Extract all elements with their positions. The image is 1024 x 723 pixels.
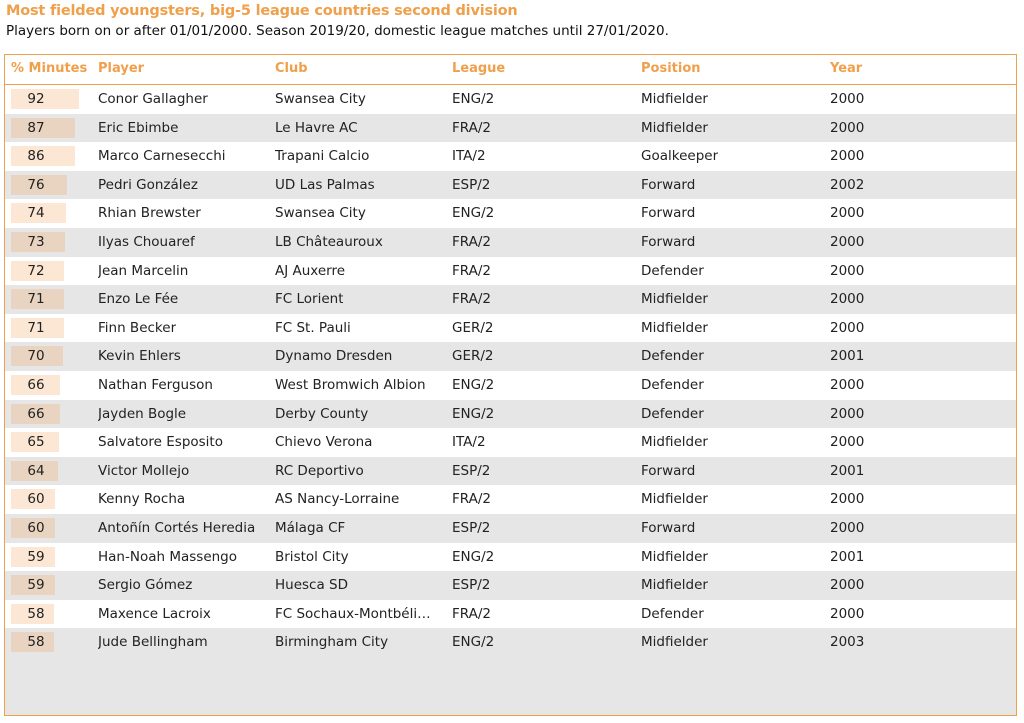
cell-club: Trapani Calcio [275,148,370,165]
cell-year: 2000 [830,205,865,222]
cell-club: FC St. Pauli [275,319,351,336]
cell-position: Midfielder [641,548,708,565]
cell-club: Málaga CF [275,520,346,536]
header-player[interactable]: Player [98,61,145,76]
cell-position: Forward [641,205,696,222]
cell-year: 2000 [830,148,865,165]
cell-player: Sergio Gómez [98,577,193,594]
cell-position: Forward [641,176,696,193]
cell-position: Midfielder [641,634,708,651]
cell-player: Conor Gallagher [98,91,208,107]
header-position[interactable]: Position [641,61,701,76]
cell-player: Finn Becker [98,319,177,336]
cell-club: AS Nancy-Lorraine [275,491,400,508]
cell-position: Defender [641,348,704,365]
cell-year: 2000 [830,291,865,308]
cell-club: FC Lorient [275,291,344,308]
cell-position: Midfielder [641,434,708,451]
cell-league: ESP/2 [452,577,491,594]
cell-year: 2000 [830,577,865,594]
cell-league: ESP/2 [452,462,491,479]
cell-club: UD Las Palmas [275,176,375,193]
cell-player: Eric Ebimbe [98,119,179,136]
table-row[interactable] [5,228,1016,257]
cell-player: Jude Bellingham [98,634,208,651]
table-row[interactable] [5,543,1016,572]
cell-league: FRA/2 [452,119,491,136]
cell-club: FC Sochaux-Montbéli… [275,605,431,622]
table-row[interactable] [5,285,1016,314]
cell-player: Kevin Ehlers [98,348,181,365]
table-row[interactable] [5,457,1016,486]
cell-player: Han-Noah Massengo [98,548,238,565]
cell-year: 2001 [830,348,865,365]
header-minutes[interactable]: % Minutes [11,61,88,76]
cell-player: Victor Mollejo [98,462,190,479]
cell-position: Midfielder [641,291,708,308]
cell-minutes: 74 [27,205,45,222]
cell-position: Midfielder [641,577,708,594]
cell-minutes: 71 [27,291,45,308]
cell-player: Antoñín Cortés Heredia [98,520,256,536]
cell-club: Huesca SD [275,577,348,594]
table-row[interactable] [5,314,1016,343]
cell-year: 2000 [830,434,865,451]
cell-minutes: 76 [27,176,45,193]
cell-player: Kenny Rocha [98,491,186,508]
table-row[interactable] [5,142,1016,171]
table-row[interactable] [5,428,1016,457]
cell-league: GER/2 [452,348,494,365]
table-row[interactable] [5,485,1016,514]
cell-club: Swansea City [275,205,366,222]
cell-minutes: 73 [27,234,45,250]
cell-minutes: 87 [27,119,45,136]
cell-club: AJ Auxerre [275,262,346,279]
table-row[interactable] [5,199,1016,228]
cell-league: ENG/2 [452,634,495,651]
table-row[interactable] [5,342,1016,371]
cell-year: 2001 [830,548,865,565]
table-row[interactable] [5,514,1016,543]
cell-year: 2000 [830,262,865,279]
header-year[interactable]: Year [830,61,863,76]
cell-year: 2000 [830,91,865,107]
cell-position: Defender [641,405,704,422]
cell-club: RC Deportivo [275,462,364,479]
cell-minutes: 92 [27,91,45,107]
cell-player: Jean Marcelin [98,262,189,279]
cell-minutes: 70 [27,348,45,365]
cell-year: 2003 [830,634,865,651]
cell-position: Forward [641,462,696,479]
cell-minutes: 58 [27,634,45,651]
cell-minutes: 60 [27,520,45,536]
cell-club: Birmingham City [275,634,389,651]
cell-position: Midfielder [641,319,708,336]
table-row[interactable] [5,400,1016,429]
cell-league: ESP/2 [452,176,491,193]
cell-club: Derby County [275,405,369,422]
table-row[interactable] [5,171,1016,200]
header-club[interactable]: Club [275,61,308,76]
cell-player: Ilyas Chouaref [98,234,195,250]
cell-year: 2000 [830,520,865,536]
cell-club: West Bromwich Albion [275,377,426,393]
cell-league: FRA/2 [452,491,491,508]
cell-player: Pedri González [98,176,198,193]
cell-position: Midfielder [641,91,708,107]
cell-position: Goalkeeper [641,148,719,165]
cell-year: 2000 [830,234,865,250]
cell-league: ITA/2 [452,434,486,451]
cell-club: Swansea City [275,91,366,107]
cell-league: ENG/2 [452,205,495,222]
cell-position: Defender [641,262,704,279]
cell-player: Enzo Le Fée [98,291,179,308]
table-row[interactable] [5,371,1016,400]
cell-minutes: 64 [27,462,45,479]
cell-position: Defender [641,377,704,393]
cell-year: 2000 [830,405,865,422]
cell-league: ITA/2 [452,148,486,165]
cell-position: Forward [641,234,696,250]
cell-year: 2000 [830,119,865,136]
cell-player: Salvatore Esposito [98,434,223,451]
cell-position: Defender [641,605,704,622]
chart-title: Most fielded youngsters, big-5 league countries second division [6,3,518,19]
cell-club: Le Havre AC [275,119,358,136]
cell-minutes: 86 [27,148,45,165]
table-row[interactable] [5,628,1016,657]
cell-player: Marco Carnesecchi [98,148,226,165]
cell-player: Jayden Bogle [98,405,187,422]
cell-minutes: 65 [27,434,45,451]
cell-minutes: 59 [27,548,45,565]
table-row[interactable] [5,571,1016,600]
table-row[interactable] [5,85,1016,114]
cell-league: FRA/2 [452,291,491,308]
cell-year: 2000 [830,319,865,336]
chart-subtitle: Players born on or after 01/01/2000. Season 2019/20, domestic league matches until 27/01/2020. [6,23,669,39]
table-row[interactable] [5,600,1016,629]
cell-club: Dynamo Dresden [275,348,393,365]
cell-league: FRA/2 [452,605,491,622]
cell-position: Midfielder [641,119,708,136]
cell-minutes: 58 [27,605,45,622]
cell-league: ESP/2 [452,520,491,536]
cell-league: ENG/2 [452,91,495,107]
cell-league: FRA/2 [452,262,491,279]
cell-league: ENG/2 [452,377,495,393]
cell-year: 2000 [830,491,865,508]
cell-minutes: 59 [27,577,45,594]
cell-league: ENG/2 [452,405,495,422]
cell-league: GER/2 [452,319,494,336]
cell-minutes: 60 [27,491,45,508]
cell-club: LB Châteauroux [275,234,383,250]
cell-player: Maxence Lacroix [98,605,211,622]
table-header [5,55,1016,85]
cell-player: Nathan Ferguson [98,377,213,393]
cell-minutes: 66 [27,405,45,422]
cell-year: 2002 [830,176,865,193]
cell-year: 2000 [830,605,865,622]
cell-league: FRA/2 [452,234,491,250]
cell-position: Midfielder [641,491,708,508]
cell-position: Forward [641,520,696,536]
table-row[interactable] [5,114,1016,143]
cell-minutes: 71 [27,319,45,336]
cell-year: 2000 [830,377,865,393]
cell-league: ENG/2 [452,548,495,565]
cell-club: Bristol City [275,548,349,565]
data-table [4,54,1017,716]
table-row[interactable] [5,257,1016,286]
cell-player: Rhian Brewster [98,205,201,222]
cell-club: Chievo Verona [275,434,373,451]
header-league[interactable]: League [452,61,506,76]
cell-minutes: 72 [27,262,45,279]
cell-minutes: 66 [27,377,45,393]
cell-year: 2001 [830,462,865,479]
